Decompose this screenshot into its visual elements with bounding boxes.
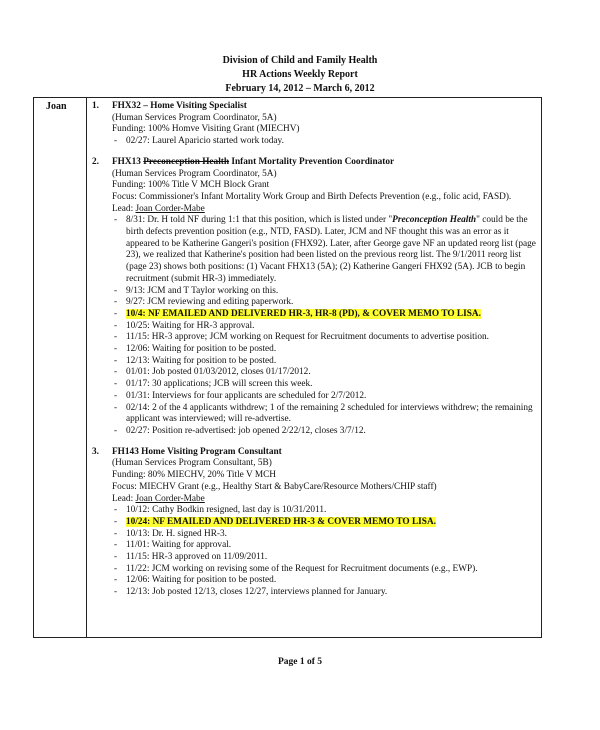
log-entry — [112, 215, 537, 285]
log-entry: - 02/14: 2 of the 4 applicants withdrew; 1 of the remaining 2 scheduled for interviews withdrew; the remaining applicant was interviewed; will re-advertise. — [112, 403, 537, 426]
log-entry: - 12/13: Job posted 12/13, closes 12/27, interviews planned for January. — [112, 587, 537, 599]
log-entry: - 10/25: Waiting for HR-3 approval. — [112, 321, 537, 333]
action-item-1 — [92, 101, 537, 148]
column-divider — [86, 98, 87, 637]
log-entry: - 11/15: HR-3 approved on 11/09/2011. — [112, 552, 537, 564]
log-entry: - 10/13: Dr. H. signed HR-3. — [112, 529, 537, 541]
log-list — [112, 505, 537, 599]
item-number: 1. — [92, 101, 99, 111]
log-entry: - 01/31: Interviews for four applicants are scheduled for 2/7/2012. — [112, 391, 537, 403]
item-line: Funding: 80% MIECHV, 20% Title V MCH — [112, 470, 277, 481]
item-line: Funding: 100% Homve Visiting Grant (MIECHV) — [112, 124, 300, 135]
report-table — [33, 97, 542, 638]
item-title: FHX32 – Home Visiting Specialist — [112, 101, 247, 111]
item-line: (Human Services Program Coordinator, 5A) — [112, 168, 277, 179]
header-report-title: HR Actions Weekly Report — [242, 69, 358, 80]
log-entry-highlighted — [112, 309, 537, 321]
item-line: (Human Services Program Consultant, 5B) — [112, 458, 272, 469]
report-header — [0, 54, 600, 96]
action-item-3 — [92, 447, 537, 599]
item-number: 3. — [92, 446, 99, 457]
title-rest: Infant Mortality Prevention Coordinator — [231, 156, 395, 167]
highlight-text: 10/24: NF EMAILED AND DELIVERED HR-3 & COVER MEMO TO LISA. — [126, 516, 437, 527]
log-entry: - 12/06: Waiting for position to be posted. — [112, 575, 537, 587]
lead-line — [112, 494, 537, 506]
log-entry: - 01/01: Job posted 01/03/2012, closes 01/17/2012. — [112, 367, 537, 379]
highlight-text: 10/4: NF EMAILED AND DELIVERED HR-3, HR-8 (PD), & COVER MEMO TO LISA. — [126, 308, 481, 319]
item-line: Funding: 100% Title V MCH Block Grant — [112, 180, 270, 191]
log-entry: - 9/13: JCM and T Taylor working on this. — [112, 286, 537, 298]
item-number: 2. — [92, 156, 99, 167]
entry-emphasis: Preconception Health — [392, 215, 477, 226]
lead-name: Joan Corder-Mabe — [135, 493, 205, 504]
log-list — [112, 136, 537, 148]
lead-label: Lead: — [112, 493, 134, 504]
log-entry: - 10/12: Cathy Bodkin resigned, last day is 10/31/2011. — [112, 505, 537, 517]
entry-text: 8/31: Dr. H told NF during 1:1 that this position, which is listed under " — [126, 215, 393, 226]
log-entry: - 11/15: HR-3 approve; JCM working on Request for Recruitment documents to advertise position. — [112, 332, 537, 344]
item-line: Focus: MIECHV Grant (e.g., Healthy Start & BabyCare/Resource Mothers/CHIP staff) — [112, 481, 437, 492]
item-title: FH143 Home Visiting Program Consultant — [112, 446, 282, 457]
log-entry: - 02/27: Laurel Aparicio started work today. — [112, 136, 537, 148]
log-entry: - 11/22: JCM working on revising some of the Request for Recruitment documents (e.g., EWP). — [112, 564, 537, 576]
log-entry: - 9/27: JCM reviewing and editing paperwork. — [112, 297, 537, 309]
item-title — [112, 157, 537, 169]
log-entry: - 01/17: 30 applications; JCB will screen this week. — [112, 379, 537, 391]
log-entry: - 02/27: Position re-advertised: job opened 2/22/12, closes 3/7/12. — [112, 426, 537, 438]
title-struck: Preconception Health — [143, 156, 230, 167]
staff-name: Joan — [46, 101, 67, 112]
log-entry: - 12/06: Waiting for position to be posted. — [112, 344, 537, 356]
actions-content — [92, 101, 537, 608]
item-line: Focus: Commissioner's Infant Mortality Work Group and Birth Defects Prevention (e.g., folic acid, FASD). — [112, 191, 512, 202]
item-line: (Human Services Program Coordinator, 5A) — [112, 112, 277, 123]
log-entry: - 12/13: Waiting for position to be posted. — [112, 356, 537, 368]
action-item-2 — [92, 157, 537, 438]
log-list — [112, 215, 537, 437]
header-division: Division of Child and Family Health — [222, 55, 378, 66]
page-number: Page 1 of 5 — [277, 657, 323, 667]
header-date-range: February 14, 2012 – March 6, 2012 — [225, 83, 375, 94]
log-entry: - 11/01: Waiting for approval. — [112, 540, 537, 552]
entry-text: " could be the birth defects prevention position (e.g., NTD, FASD). Later, JCM and NF thought this was an error as it appeared to be Katherine Gangeri's position (FHX92). Later, after George gave NF an updated reorg list (page 23), we realized that Katherine's position had been listed on the previous reorg list. The 9/1/2011 reorg list (page 23) shows both positions: (1) Vacant FHX13 (5A); (2) Katherine Gangeri FHX92 (5A). JCB to begin recruitment (submit HR-3) immediately. — [126, 215, 536, 284]
lead-name: Joan Corder-Mabe — [135, 203, 205, 214]
title-code: FHX13 — [112, 156, 141, 167]
lead-label: Lead: — [112, 203, 134, 214]
log-entry-highlighted — [112, 517, 537, 529]
lead-line — [112, 204, 537, 216]
